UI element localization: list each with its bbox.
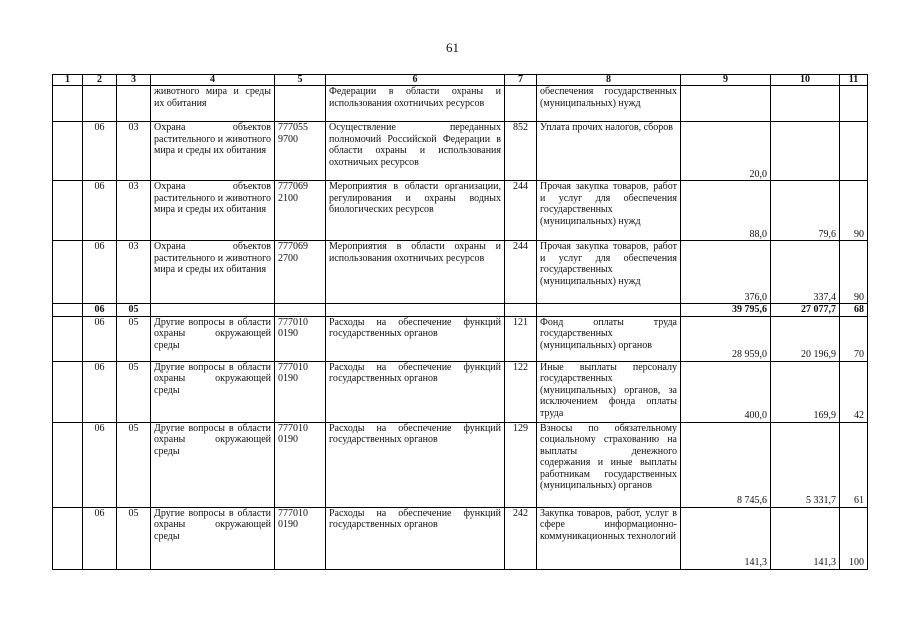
cell-col-8: Фонд оплаты труда государственных (муниципальных) органов bbox=[537, 316, 681, 361]
cell-col-3: 03 bbox=[117, 122, 151, 181]
cell-col-9: 28 959,0 bbox=[681, 316, 771, 361]
cell-col-11: 42 bbox=[840, 361, 868, 422]
cell-col-8: Уплата прочих налогов, сборов bbox=[537, 122, 681, 181]
cell-col-7: 244 bbox=[505, 241, 537, 304]
column-header-9: 9 bbox=[681, 75, 771, 86]
cell-col-1 bbox=[53, 181, 83, 241]
cell-col-1 bbox=[53, 316, 83, 361]
cell-col-4: Другие вопросы в области охраны окружающей среды bbox=[151, 361, 275, 422]
column-header-1: 1 bbox=[53, 75, 83, 86]
column-header-10: 10 bbox=[771, 75, 840, 86]
cell-col-3: 05 bbox=[117, 316, 151, 361]
cell-col-8: Прочая закупка товаров, работ и услуг для обеспечения государственных (муниципальных) нужд bbox=[537, 241, 681, 304]
cell-col-5: 777010 0190 bbox=[275, 422, 326, 507]
cell-col-9: 376,0 bbox=[681, 241, 771, 304]
cell-col-10: 169,9 bbox=[771, 361, 840, 422]
cell-col-7: 852 bbox=[505, 122, 537, 181]
cell-col-11: 90 bbox=[840, 241, 868, 304]
table-row bbox=[53, 316, 868, 361]
cell-col-3: 05 bbox=[117, 361, 151, 422]
cell-col-1 bbox=[53, 422, 83, 507]
cell-col-6: Мероприятия в области организации, регулирования и охраны водных биологических ресурсов bbox=[326, 181, 505, 241]
cell-col-5: 777055 9700 bbox=[275, 122, 326, 181]
cell-col-6: Осуществление переданных полномочий Российской Федерации в области охраны и использования охотничьих ресурсов bbox=[326, 122, 505, 181]
column-header-11: 11 bbox=[840, 75, 868, 86]
cell-col-11: 68 bbox=[840, 304, 868, 317]
column-header-7: 7 bbox=[505, 75, 537, 86]
cell-col-2: 06 bbox=[83, 507, 117, 569]
cell-col-9: 8 745,6 bbox=[681, 422, 771, 507]
column-header-2: 2 bbox=[83, 75, 117, 86]
cell-col-4 bbox=[151, 304, 275, 317]
cell-col-6: Расходы на обеспечение функций государственных органов bbox=[326, 507, 505, 569]
cell-col-5: 777010 0190 bbox=[275, 361, 326, 422]
cell-col-7: 121 bbox=[505, 316, 537, 361]
cell-col-9: 39 795,6 bbox=[681, 304, 771, 317]
cell-col-7: 129 bbox=[505, 422, 537, 507]
cell-col-11 bbox=[840, 86, 868, 122]
cell-col-5: 777010 0190 bbox=[275, 507, 326, 569]
cell-col-10: 20 196,9 bbox=[771, 316, 840, 361]
cell-col-4: Охрана объектов растительного и животного мира и среды их обитания bbox=[151, 181, 275, 241]
cell-col-8 bbox=[537, 304, 681, 317]
cell-col-1 bbox=[53, 507, 83, 569]
table-row bbox=[53, 361, 868, 422]
page-number: 61 bbox=[446, 40, 459, 55]
cell-col-7 bbox=[505, 304, 537, 317]
cell-col-8: Закупка товаров, работ, услуг в сфере информационно-коммуникационных технологий bbox=[537, 507, 681, 569]
column-header-4: 4 bbox=[151, 75, 275, 86]
cell-col-2: 06 bbox=[83, 241, 117, 304]
table-row bbox=[53, 422, 868, 507]
cell-col-7: 122 bbox=[505, 361, 537, 422]
cell-col-5: 777069 2100 bbox=[275, 181, 326, 241]
column-header-5: 5 bbox=[275, 75, 326, 86]
cell-col-2 bbox=[83, 86, 117, 122]
cell-col-7: 244 bbox=[505, 181, 537, 241]
cell-col-3 bbox=[117, 86, 151, 122]
cell-col-4: Другие вопросы в области охраны окружающей среды bbox=[151, 507, 275, 569]
table-row bbox=[53, 122, 868, 181]
cell-col-1 bbox=[53, 122, 83, 181]
cell-col-9: 141,3 bbox=[681, 507, 771, 569]
cell-col-6: Федерации в области охраны и использования охотничьих ресурсов bbox=[326, 86, 505, 122]
cell-col-10: 79,6 bbox=[771, 181, 840, 241]
cell-col-10 bbox=[771, 86, 840, 122]
cell-col-4: Другие вопросы в области охраны окружающей среды bbox=[151, 422, 275, 507]
cell-col-3: 05 bbox=[117, 304, 151, 317]
cell-col-3: 05 bbox=[117, 507, 151, 569]
cell-col-11: 61 bbox=[840, 422, 868, 507]
cell-col-6: Расходы на обеспечение функций государственных органов bbox=[326, 422, 505, 507]
cell-col-5: 777010 0190 bbox=[275, 316, 326, 361]
cell-col-9 bbox=[681, 86, 771, 122]
header-row bbox=[53, 75, 868, 86]
cell-col-11: 100 bbox=[840, 507, 868, 569]
cell-col-2: 06 bbox=[83, 361, 117, 422]
cell-col-4: Другие вопросы в области охраны окружающей среды bbox=[151, 316, 275, 361]
cell-col-10: 27 077,7 bbox=[771, 304, 840, 317]
cell-col-8: Прочая закупка товаров, работ и услуг для обеспечения государственных (муниципальных) нужд bbox=[537, 181, 681, 241]
cell-col-1 bbox=[53, 86, 83, 122]
cell-col-10: 5 331,7 bbox=[771, 422, 840, 507]
budget-table bbox=[52, 74, 868, 570]
cell-col-7: 242 bbox=[505, 507, 537, 569]
cell-col-10 bbox=[771, 122, 840, 181]
cell-col-11: 70 bbox=[840, 316, 868, 361]
table-row bbox=[53, 241, 868, 304]
cell-col-2: 06 bbox=[83, 181, 117, 241]
subtotal-row bbox=[53, 304, 868, 317]
cell-col-3: 05 bbox=[117, 422, 151, 507]
cell-col-6: Мероприятия в области охраны и использования охотничьих ресурсов bbox=[326, 241, 505, 304]
table-body bbox=[53, 86, 868, 570]
table-row bbox=[53, 86, 868, 122]
table-row bbox=[53, 507, 868, 569]
cell-col-10: 337,4 bbox=[771, 241, 840, 304]
cell-col-1 bbox=[53, 241, 83, 304]
cell-col-1 bbox=[53, 304, 83, 317]
cell-col-4: Охрана объектов растительного и животного мира и среды их обитания bbox=[151, 122, 275, 181]
cell-col-2: 06 bbox=[83, 304, 117, 317]
cell-col-8: Взносы по обязательному социальному страхованию на выплаты денежного содержания и иные выплаты работникам государственных (муниципальных) органов bbox=[537, 422, 681, 507]
cell-col-10: 141,3 bbox=[771, 507, 840, 569]
cell-col-11: 90 bbox=[840, 181, 868, 241]
cell-col-3: 03 bbox=[117, 241, 151, 304]
cell-col-2: 06 bbox=[83, 122, 117, 181]
cell-col-7 bbox=[505, 86, 537, 122]
cell-col-3: 03 bbox=[117, 181, 151, 241]
cell-col-4: Охрана объектов растительного и животного мира и среды их обитания bbox=[151, 241, 275, 304]
cell-col-6: Расходы на обеспечение функций государственных органов bbox=[326, 316, 505, 361]
cell-col-8: обеспечения государственных (муниципальных) нужд bbox=[537, 86, 681, 122]
table-row bbox=[53, 181, 868, 241]
column-header-8: 8 bbox=[537, 75, 681, 86]
cell-col-5 bbox=[275, 86, 326, 122]
cell-col-1 bbox=[53, 361, 83, 422]
cell-col-6 bbox=[326, 304, 505, 317]
cell-col-11 bbox=[840, 122, 868, 181]
cell-col-5: 777069 2700 bbox=[275, 241, 326, 304]
column-header-6: 6 bbox=[326, 75, 505, 86]
cell-col-9: 20,0 bbox=[681, 122, 771, 181]
cell-col-4: животного мира и среды их обитания bbox=[151, 86, 275, 122]
cell-col-9: 88,0 bbox=[681, 181, 771, 241]
cell-col-9: 400,0 bbox=[681, 361, 771, 422]
cell-col-8: Иные выплаты персоналу государственных (муниципальных) органов, за исключением фонда оплаты труда bbox=[537, 361, 681, 422]
column-header-3: 3 bbox=[117, 75, 151, 86]
cell-col-2: 06 bbox=[83, 316, 117, 361]
cell-col-2: 06 bbox=[83, 422, 117, 507]
cell-col-6: Расходы на обеспечение функций государственных органов bbox=[326, 361, 505, 422]
cell-col-5 bbox=[275, 304, 326, 317]
